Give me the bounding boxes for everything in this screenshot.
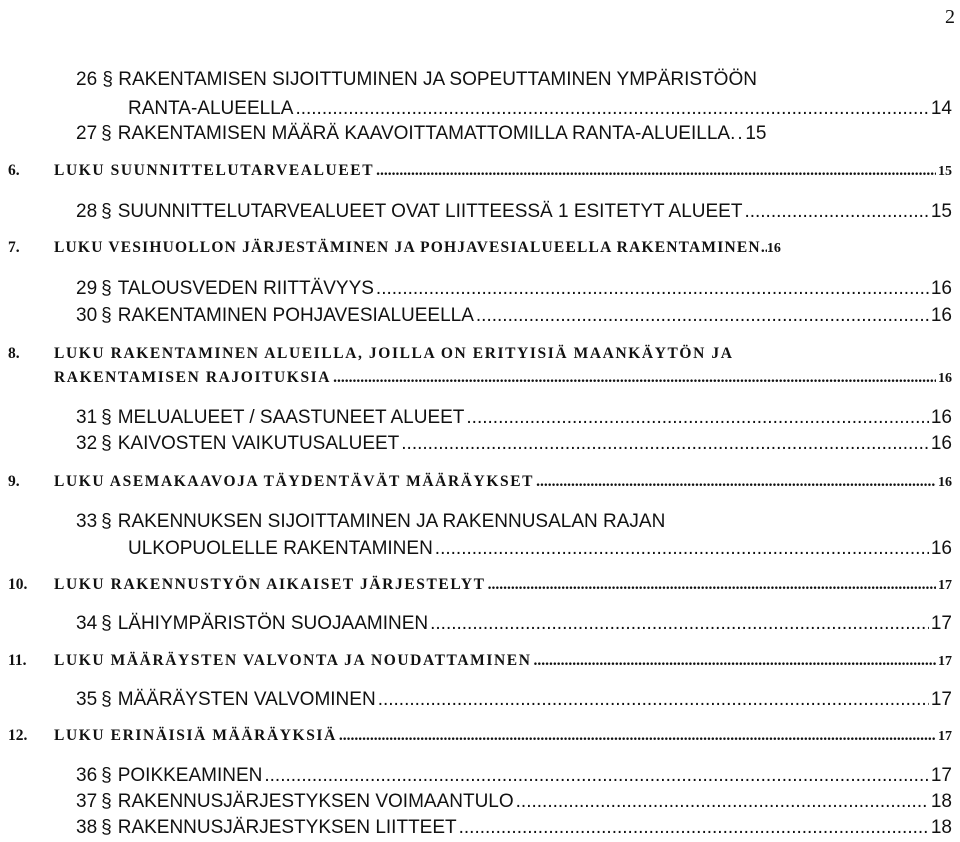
toc-entry-37[interactable] (76, 792, 952, 811)
toc-entry-number: 28 (76, 201, 98, 222)
toc-entry-title: LÄHIYMPÄRISTÖN SUOJAAMINEN (117, 613, 429, 634)
toc-entry-26-line1[interactable] (76, 70, 757, 89)
dot-leader (376, 163, 936, 179)
toc-chapter-number: 8. (8, 345, 20, 362)
toc-page-number: 15 (745, 123, 767, 144)
toc-page-number: 17 (930, 613, 952, 634)
toc-entry-number: 35 (76, 689, 98, 710)
section-sign-icon: § (101, 278, 112, 299)
section-sign-icon: § (101, 817, 112, 838)
toc-entry-title: MELUALUEET / SAASTUNEET ALUEET (117, 407, 465, 428)
toc-entry-38[interactable] (76, 818, 952, 837)
section-sign-icon: § (101, 511, 112, 532)
toc-page-number: 18 (930, 817, 952, 838)
toc-chapter-7[interactable] (8, 240, 952, 256)
toc-chapter-6[interactable] (8, 163, 952, 179)
section-sign-icon: § (101, 123, 112, 144)
toc-chapter-title: RAKENTAMISEN RAJOITUKSIA (54, 369, 332, 386)
toc-entry-30[interactable] (76, 306, 952, 325)
page-number: 2 (945, 6, 955, 28)
dot-leader (430, 614, 929, 633)
dot-leader (376, 279, 929, 298)
toc-entry-title: RAKENTAMISEN MÄÄRÄ KAAVOITTAMATTOMILLA RANTA-ALUEILLA. (117, 123, 736, 144)
toc-entry-26[interactable] (128, 99, 952, 118)
section-sign-icon: § (101, 765, 112, 786)
toc-entry-number: 38 (76, 817, 98, 838)
dot-leader (476, 306, 929, 325)
toc-entry-31[interactable] (76, 408, 952, 427)
toc-page-number: 16 (930, 407, 952, 428)
dot-leader (459, 818, 929, 837)
toc-entry-title: MÄÄRÄYSTEN VALVOMINEN (117, 689, 376, 710)
toc-entry-title: RAKENTAMINEN POHJAVESIALUEELLA (117, 305, 474, 326)
toc-chapter-number: 9. (8, 473, 20, 490)
section-sign-icon: § (101, 689, 112, 710)
toc-chapter-title: LUKU VESIHUOLLON JÄRJESTÄMINEN JA POHJAVESIALUEELLA RAKENTAMINEN (54, 239, 761, 256)
toc-page-number: 15 (938, 164, 952, 179)
toc-page-number: 17 (930, 765, 952, 786)
dot-leader (339, 728, 936, 744)
toc-chapter-9[interactable] (8, 474, 952, 490)
dot-leader (534, 653, 936, 669)
toc-page-number: 16 (930, 278, 952, 299)
toc-entry-title: RAKENNUSJÄRJESTYKSEN LIITTEET (117, 817, 457, 838)
dot-leader (516, 792, 929, 811)
section-sign-icon: § (101, 433, 112, 454)
toc-page-number: 16 (938, 475, 952, 490)
dot-leader (536, 474, 936, 490)
dot-leader (744, 202, 928, 221)
toc-entry-title: ULKOPUOLELLE RAKENTAMINEN (128, 538, 433, 559)
dot-leader (488, 577, 936, 593)
toc-chapter-11[interactable] (8, 653, 952, 669)
toc-entry-number: 37 (76, 791, 98, 812)
toc-chapter-title: LUKU RAKENNUSTYÖN AIKAISET JÄRJESTELYT (54, 576, 486, 593)
toc-entry-27[interactable] (76, 124, 952, 143)
section-sign-icon: § (101, 201, 112, 222)
toc-entry-28[interactable] (76, 202, 952, 221)
toc-entry-34[interactable] (76, 614, 952, 633)
toc-page-number: 17 (938, 729, 952, 744)
dot-leader (435, 539, 929, 558)
toc-page-number: 18 (930, 791, 952, 812)
section-sign-icon: § (101, 305, 112, 326)
dot-leader (333, 370, 936, 386)
toc-page-number: 14 (930, 98, 952, 119)
toc-entry-number: 26 (76, 69, 98, 90)
toc-chapter-title: LUKU SUUNNITTELUTARVEALUEET (54, 162, 375, 179)
toc-entry-number: 33 (76, 511, 98, 532)
section-sign-icon: § (102, 69, 113, 90)
dot-leader (401, 434, 929, 453)
toc-chapter-number: 6. (8, 162, 20, 179)
toc-entry-number: 34 (76, 613, 98, 634)
toc-entry-title: KAIVOSTEN VAIKUTUSALUEET (117, 433, 400, 454)
toc-page-number: 17 (938, 654, 952, 669)
toc-chapter-title: LUKU MÄÄRÄYSTEN VALVONTA JA NOUDATTAMINEN (54, 652, 532, 669)
toc-chapter-number: 12. (8, 727, 28, 744)
dot-leader (378, 690, 929, 709)
toc-chapter-number: 7. (8, 239, 20, 256)
toc-page-number: 17 (938, 578, 952, 593)
toc-page-number: 16 (930, 305, 952, 326)
dot-leader (737, 124, 743, 143)
toc-page-number: 15 (930, 201, 952, 222)
toc-chapter-number: 11. (8, 652, 27, 669)
toc-entry-number: 27 (76, 123, 98, 144)
toc-entry-number: 30 (76, 305, 98, 326)
toc-page-number: 16 (930, 538, 952, 559)
toc-entry-32[interactable] (76, 434, 952, 453)
toc-chapter-12[interactable] (8, 728, 952, 744)
section-sign-icon: § (101, 407, 112, 428)
section-sign-icon: § (101, 613, 112, 634)
toc-page-number: 16 (766, 241, 781, 256)
toc-entry-35[interactable] (76, 690, 952, 709)
toc-page-number: 16 (930, 433, 952, 454)
toc-entry-33-line1[interactable] (76, 512, 665, 531)
toc-entry-29[interactable] (76, 279, 952, 298)
toc-chapter-title: LUKU RAKENTAMINEN ALUEILLA, JOILLA ON ERITYISIÄ MAANKÄYTÖN JA (54, 345, 734, 362)
toc-entry-title: SUUNNITTELUTARVEALUEET OVAT LIITTEESSÄ 1 ESITETYT ALUEET (117, 201, 743, 222)
toc-entry-number: 32 (76, 433, 98, 454)
dot-leader (264, 766, 928, 785)
toc-entry-33[interactable] (128, 539, 952, 558)
toc-chapter-10[interactable] (8, 577, 952, 593)
toc-page-number: 17 (930, 689, 952, 710)
toc-chapter-title: LUKU ERINÄISIÄ MÄÄRÄYKSIÄ (54, 727, 337, 744)
toc-entry-36[interactable] (76, 766, 952, 785)
toc-entry-title: TALOUSVEDEN RIITTÄVYYS (117, 278, 374, 299)
dot-leader (295, 99, 928, 118)
toc-entry-title: RAKENTAMISEN SIJOITTUMINEN JA SOPEUTTAMINEN YMPÄRISTÖÖN (118, 69, 757, 90)
toc-entry-title: POIKKEAMINEN (117, 765, 263, 786)
toc-entry-number: 36 (76, 765, 98, 786)
section-sign-icon: § (101, 791, 112, 812)
toc-chapter-number: 10. (8, 576, 28, 593)
toc-chapter-8-line1[interactable] (8, 346, 734, 362)
toc-chapter-title: LUKU ASEMAKAAVOJA TÄYDENTÄVÄT MÄÄRÄYKSET (54, 473, 535, 490)
toc-page-number: 16 (938, 371, 952, 386)
dot-leader (466, 408, 928, 427)
toc-entry-title: RAKENNUKSEN SIJOITTAMINEN JA RAKENNUSALAN RAJAN (117, 511, 666, 532)
toc-chapter-8[interactable] (54, 370, 952, 386)
toc-entry-number: 31 (76, 407, 98, 428)
toc-entry-title: RANTA-ALUEELLA (128, 98, 294, 119)
toc-entry-number: 29 (76, 278, 98, 299)
toc-entry-title: RAKENNUSJÄRJESTYKSEN VOIMAANTULO (117, 791, 514, 812)
